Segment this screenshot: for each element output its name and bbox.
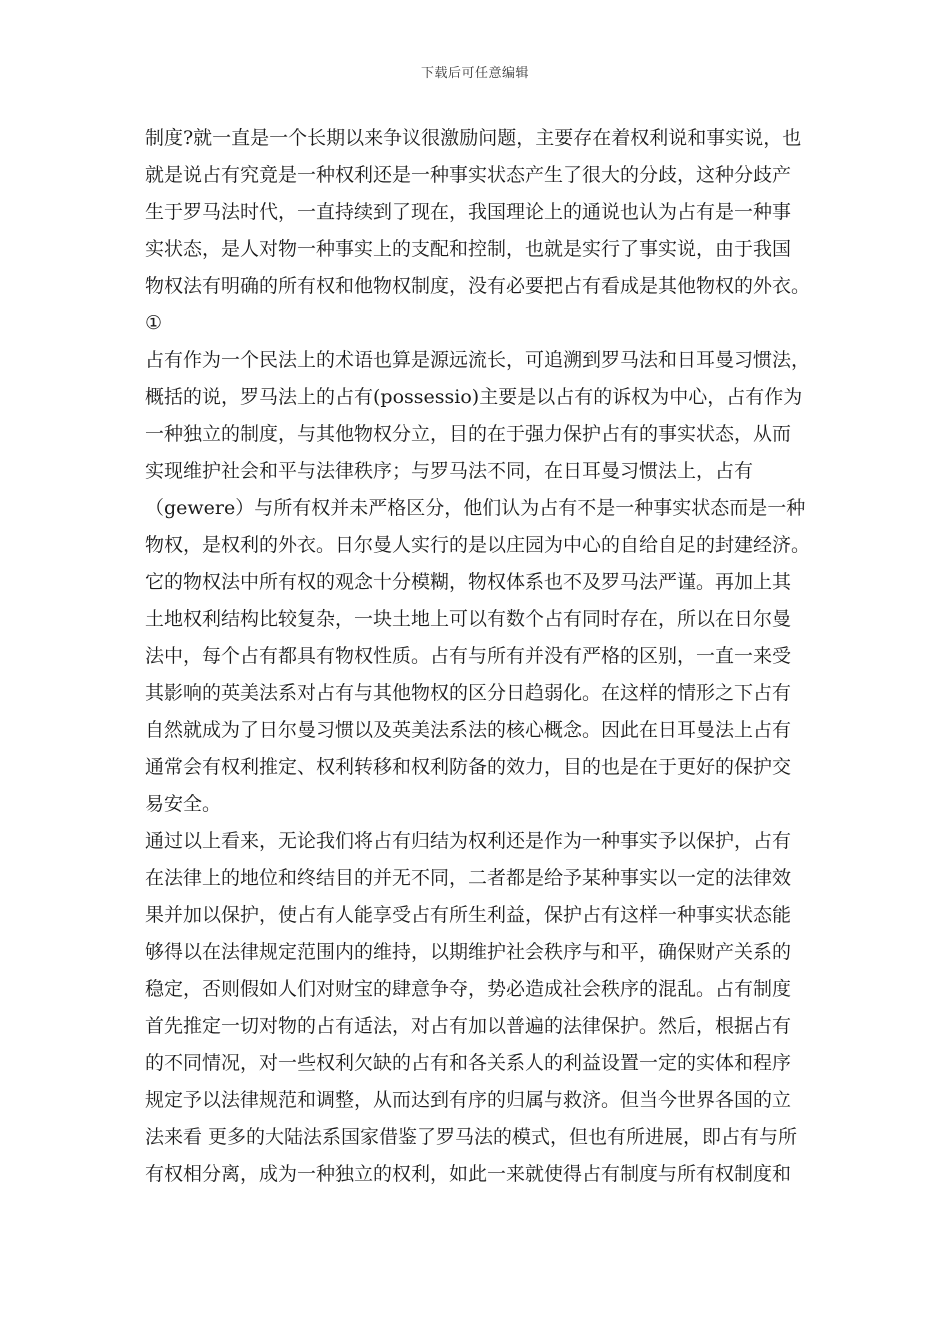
text-line: 土地权利结构比较复杂，一块土地上可以有数个占有同时存在，所以在日尔曼 xyxy=(145,608,792,630)
text-line: 在法律上的地位和终结目的并无不同，二者都是给予某种事实以一定的法律效 xyxy=(145,867,792,889)
page-header: 下载后可任意编辑 xyxy=(420,66,529,81)
text-line: 的不同情况，对一些权利欠缺的占有和各关系人的利益设置一定的实体和程序 xyxy=(145,1052,792,1074)
text-line: （gewere）与所有权并未严格区分，他们认为占有不是一种事实状态而是一种 xyxy=(145,497,806,519)
text-line: 果并加以保护，使占有人能享受占有所生利益，保护占有这样一种事实状态能 xyxy=(145,904,792,926)
text-line: 稳定，否则假如人们对财宝的肆意争夺，势必造成社会秩序的混乱。占有制度 xyxy=(145,978,792,1000)
text-line: 够得以在法律规定范围内的维持，以期维护社会秩序与和平，确保财产关系的 xyxy=(145,941,792,963)
footnote-marker: ① xyxy=(145,312,163,334)
text-line: 占有作为一个民法上的术语也算是源远流长，可追溯到罗马法和日耳曼习惯法， xyxy=(145,349,811,371)
text-line: 制度?就一直是一个长期以来争议很激励问题，主要存在着权利说和事实说，也 xyxy=(145,127,802,149)
text-line: 通常会有权利推定、权利转移和权利防备的效力，目的也是在于更好的保护交 xyxy=(145,756,792,778)
text-line: 它的物权法中所有权的观念十分模糊，物权体系也不及罗马法严谨。再加上其 xyxy=(145,571,792,593)
text-line: 易安全。 xyxy=(145,793,222,815)
text-line: 首先推定一切对物的占有适法，对占有加以普遍的法律保护。然后，根据占有 xyxy=(145,1015,792,1037)
text-line: 实状态，是人对物一种事实上的支配和控制，也就是实行了事实说，由于我国 xyxy=(145,238,792,260)
text-line: 就是说占有究竟是一种权利还是一种事实状态产生了很大的分歧，这种分歧产 xyxy=(145,164,792,186)
text-line: 法中，每个占有都具有物权性质。占有与所有并没有严格的区别，一直一来受 xyxy=(145,645,792,667)
text-line: 生于罗马法时代，一直持续到了现在，我国理论上的通说也认为占有是一种事 xyxy=(145,201,792,223)
text-line: 概括的说，罗马法上的占有(possessio)主要是以占有的诉权为中心，占有作为 xyxy=(145,386,803,408)
document-body xyxy=(145,120,817,1193)
text-line: 规定予以法律规范和调整，从而达到有序的归属与救济。但当今世界各国的立 xyxy=(145,1089,792,1111)
text-line: 物权，是权利的外衣。日尔曼人实行的是以庄园为中心的自给自足的封建经济。 xyxy=(145,534,811,556)
text-line: 实现维护社会和平与法律秩序；与罗马法不同，在日耳曼习惯法上，占有 xyxy=(145,460,754,482)
text-line: 有权相分离，成为一种独立的权利，如此一来就使得占有制度与所有权制度和 xyxy=(145,1163,792,1185)
text-line: 法来看 更多的大陆法系国家借鉴了罗马法的模式，但也有所进展，即占有与所 xyxy=(145,1126,798,1148)
text-line: 物权法有明确的所有权和他物权制度，没有必要把占有看成是其他物权的外衣。 xyxy=(145,275,811,297)
text-line: 自然就成为了日尔曼习惯以及英美法系法的核心概念。因此在日耳曼法上占有 xyxy=(145,719,792,741)
text-line: 一种独立的制度，与其他物权分立，目的在于强力保护占有的事实状态，从而 xyxy=(145,423,792,445)
text-line: 通过以上看来，无论我们将占有归结为权利还是作为一种事实予以保护，占有 xyxy=(145,830,792,852)
text-line: 其影响的英美法系对占有与其他物权的区分日趋弱化。在这样的情形之下占有 xyxy=(145,682,792,704)
